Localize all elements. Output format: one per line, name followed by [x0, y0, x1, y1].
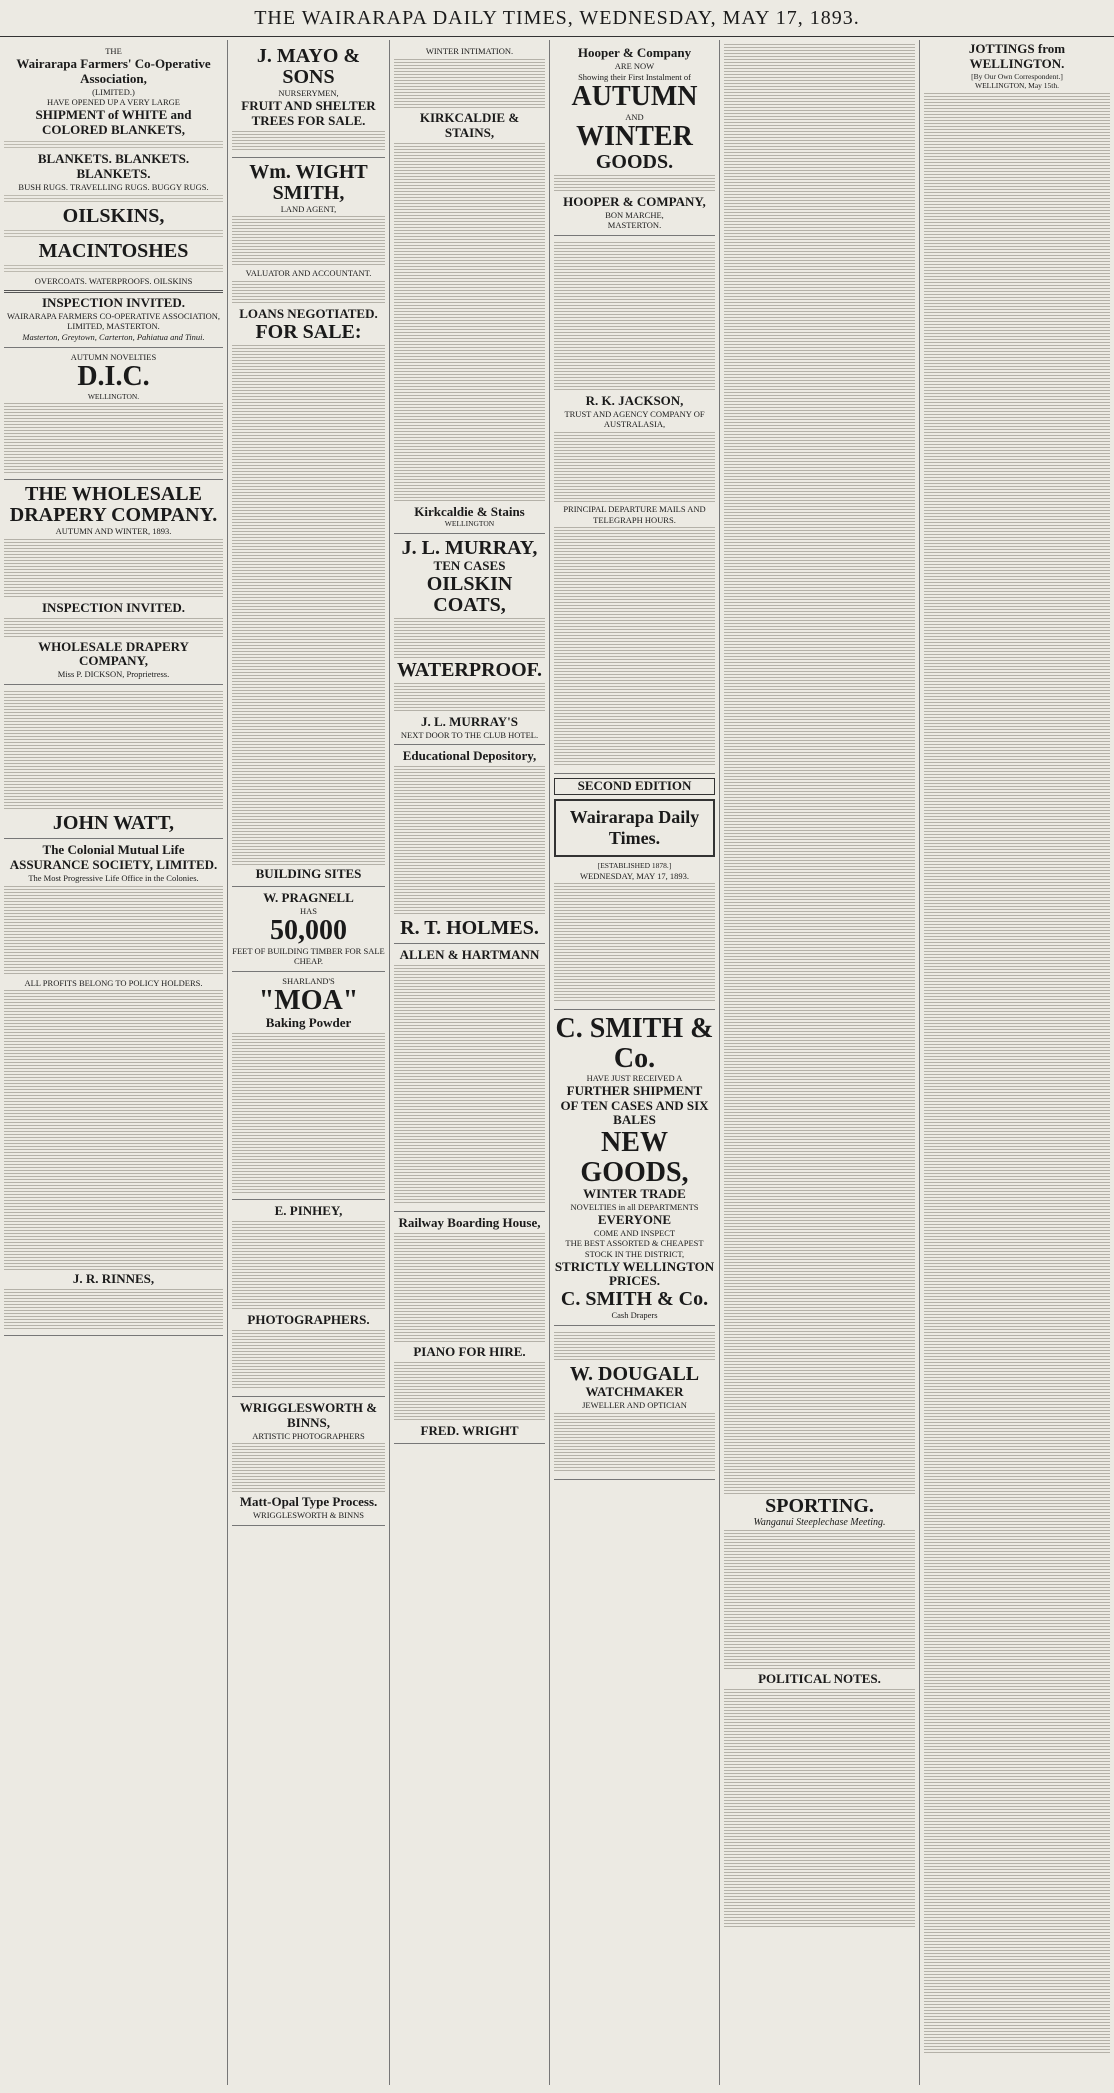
boarding-ad: Railway Boarding House, PIANO FOR HIRE. FRED. WRIGHT [394, 1212, 545, 1444]
dic-logo: D.I.C. [77, 361, 150, 393]
column-2 [228, 40, 390, 2085]
small-ads: JOHN WATT, [4, 685, 223, 839]
pinhey-ad: E. PINHEY, PHOTOGRAPHERS. [232, 1200, 385, 1397]
column-5: SPORTING. Wanganui Steeplechase Meeting. POLITICAL NOTES. [720, 40, 920, 2085]
mayo-ad: J. MAYO & SONS NURSERYMEN, FRUIT AND SHELTER TREES FOR SALE. [232, 42, 385, 158]
sporting-heading: SPORTING. [765, 1495, 874, 1517]
column-1 [0, 40, 228, 2085]
dic-ad: AUTUMN NOVELTIES D.I.C. WELLINGTON. [4, 348, 223, 480]
wholesale-drapery-ad: THE WHOLESALE DRAPERY COMPANY. AUTUMN AND WINTER, 1893. INSPECTION INVITED. WHOLESALE DRAPERY COMPANY, Miss P. DICKSON, Proprietress. [4, 480, 223, 685]
wrigglesworth-ad: WRIGGLESWORTH & BINNS, ARTISTIC PHOTOGRAPHERS Matt-Opal Type Process. WRIGGLESWORTH & BINNS [232, 1397, 385, 1526]
news-body [724, 44, 915, 1494]
jottings-body [924, 93, 1110, 2053]
c-smith-ad: C. SMITH & Co. HAVE JUST RECEIVED A FURTHER SHIPMENT OF TEN CASES AND SIX BALES NEW GOODS, WINTER TRADE NOVELTIES in all DEPARTMENTS EVERYONE COME AND INSPECT THE BEST ASSORTED & CHEAPEST STOCK IN THE DISTRICT, STRICTLY WELLINGTON PRICES. C. SMITH & Co. Cash Drapers [554, 1010, 715, 1326]
column-3 [390, 40, 550, 2085]
pragnell-ad: W. PRAGNELL HAS 50,000 FEET OF BUILDING TIMBER FOR SALE CHEAP. [232, 887, 385, 972]
allen-ad: ALLEN & HARTMANN [394, 944, 545, 1212]
hooper-ad: Hooper & Company ARE NOW Showing their First Instalment of AUTUMN AND WINTER GOODS. HOOPER & COMPANY, BON MARCHE, MASTERTON. [554, 42, 715, 236]
kirkcaldie-ad: WINTER INTIMATION. KIRKCALDIE & STAINS, Kirkcaldie & Stains WELLINGTON [394, 42, 545, 534]
colonial-mutual-ad: The Colonial Mutual Life ASSURANCE SOCIETY, LIMITED. The Most Progressive Life Office in the Colonies. ALL PROFITS BELONG TO POLICY HOLDERS. J. R. RINNES, [4, 839, 223, 1336]
political-heading: POLITICAL NOTES. [758, 1671, 881, 1686]
paper-title: Wairarapa Daily Times. [554, 799, 715, 857]
farmers-title: Wairarapa Farmers' Co-Operative Association, [16, 55, 211, 86]
column-6: JOTTINGS from WELLINGTON. [By Our Own Correspondent.] WELLINGTON, May 15th. [920, 40, 1114, 2085]
masthead: THE WAIRARAPA DAILY TIMES, WEDNESDAY, MAY 17, 1893. [0, 0, 1114, 37]
second-edition: SECOND EDITION Wairarapa Daily Times. [ESTABLISHED 1878.] WEDNESDAY, MAY 17, 1893. [554, 774, 715, 1010]
column-4 [550, 40, 720, 2085]
moa-ad: SHARLAND'S "MOA" Baking Powder [232, 972, 385, 1200]
notices: R. K. JACKSON, TRUST AND AGENCY COMPANY OF AUSTRALASIA, PRINCIPAL DEPARTURE MAILS AND TELEGRAPH HOURS. [554, 236, 715, 774]
jottings-heading: JOTTINGS from WELLINGTON. [968, 41, 1066, 71]
wight-smith-ad: Wm. WIGHT SMITH, LAND AGENT, VALUATOR AND ACCOUNTANT. LOANS NEGOTIATED. FOR SALE: BUILDING SITES [232, 158, 385, 887]
educational-ad: Educational Depository, R. T. HOLMES. [394, 745, 545, 944]
dougall-ad: W. DOUGALL WATCHMAKER JEWELLER AND OPTICIAN [554, 1326, 715, 1480]
murray-ad: J. L. MURRAY, TEN CASES OILSKIN COATS, WATERPROOF. J. L. MURRAY'S NEXT DOOR TO THE CLUB HOTEL. [394, 534, 545, 746]
farmers-association-ad: THE Wairarapa Farmers' Co-Operative Association, (LIMITED.) HAVE OPENED UP A VERY LARGE SHIPMENT of WHITE and COLORED BLANKETS, BLANKETS. BLANKETS. BLANKETS. BUSH RUGS. TRAVELLING RUGS. BUGGY RUGS. OILSKINS, MACINTOSHES OVERCOATS. WATERPROOFS. OILSKINS INSPECTION INVITED. WAIRARAPA FARMERS CO-OPERATIVE ASSOCIATION, LIMITED, MASTERTON. Masterton, Greytown, Carterton, Pahiatua and Tinui. [4, 42, 223, 348]
